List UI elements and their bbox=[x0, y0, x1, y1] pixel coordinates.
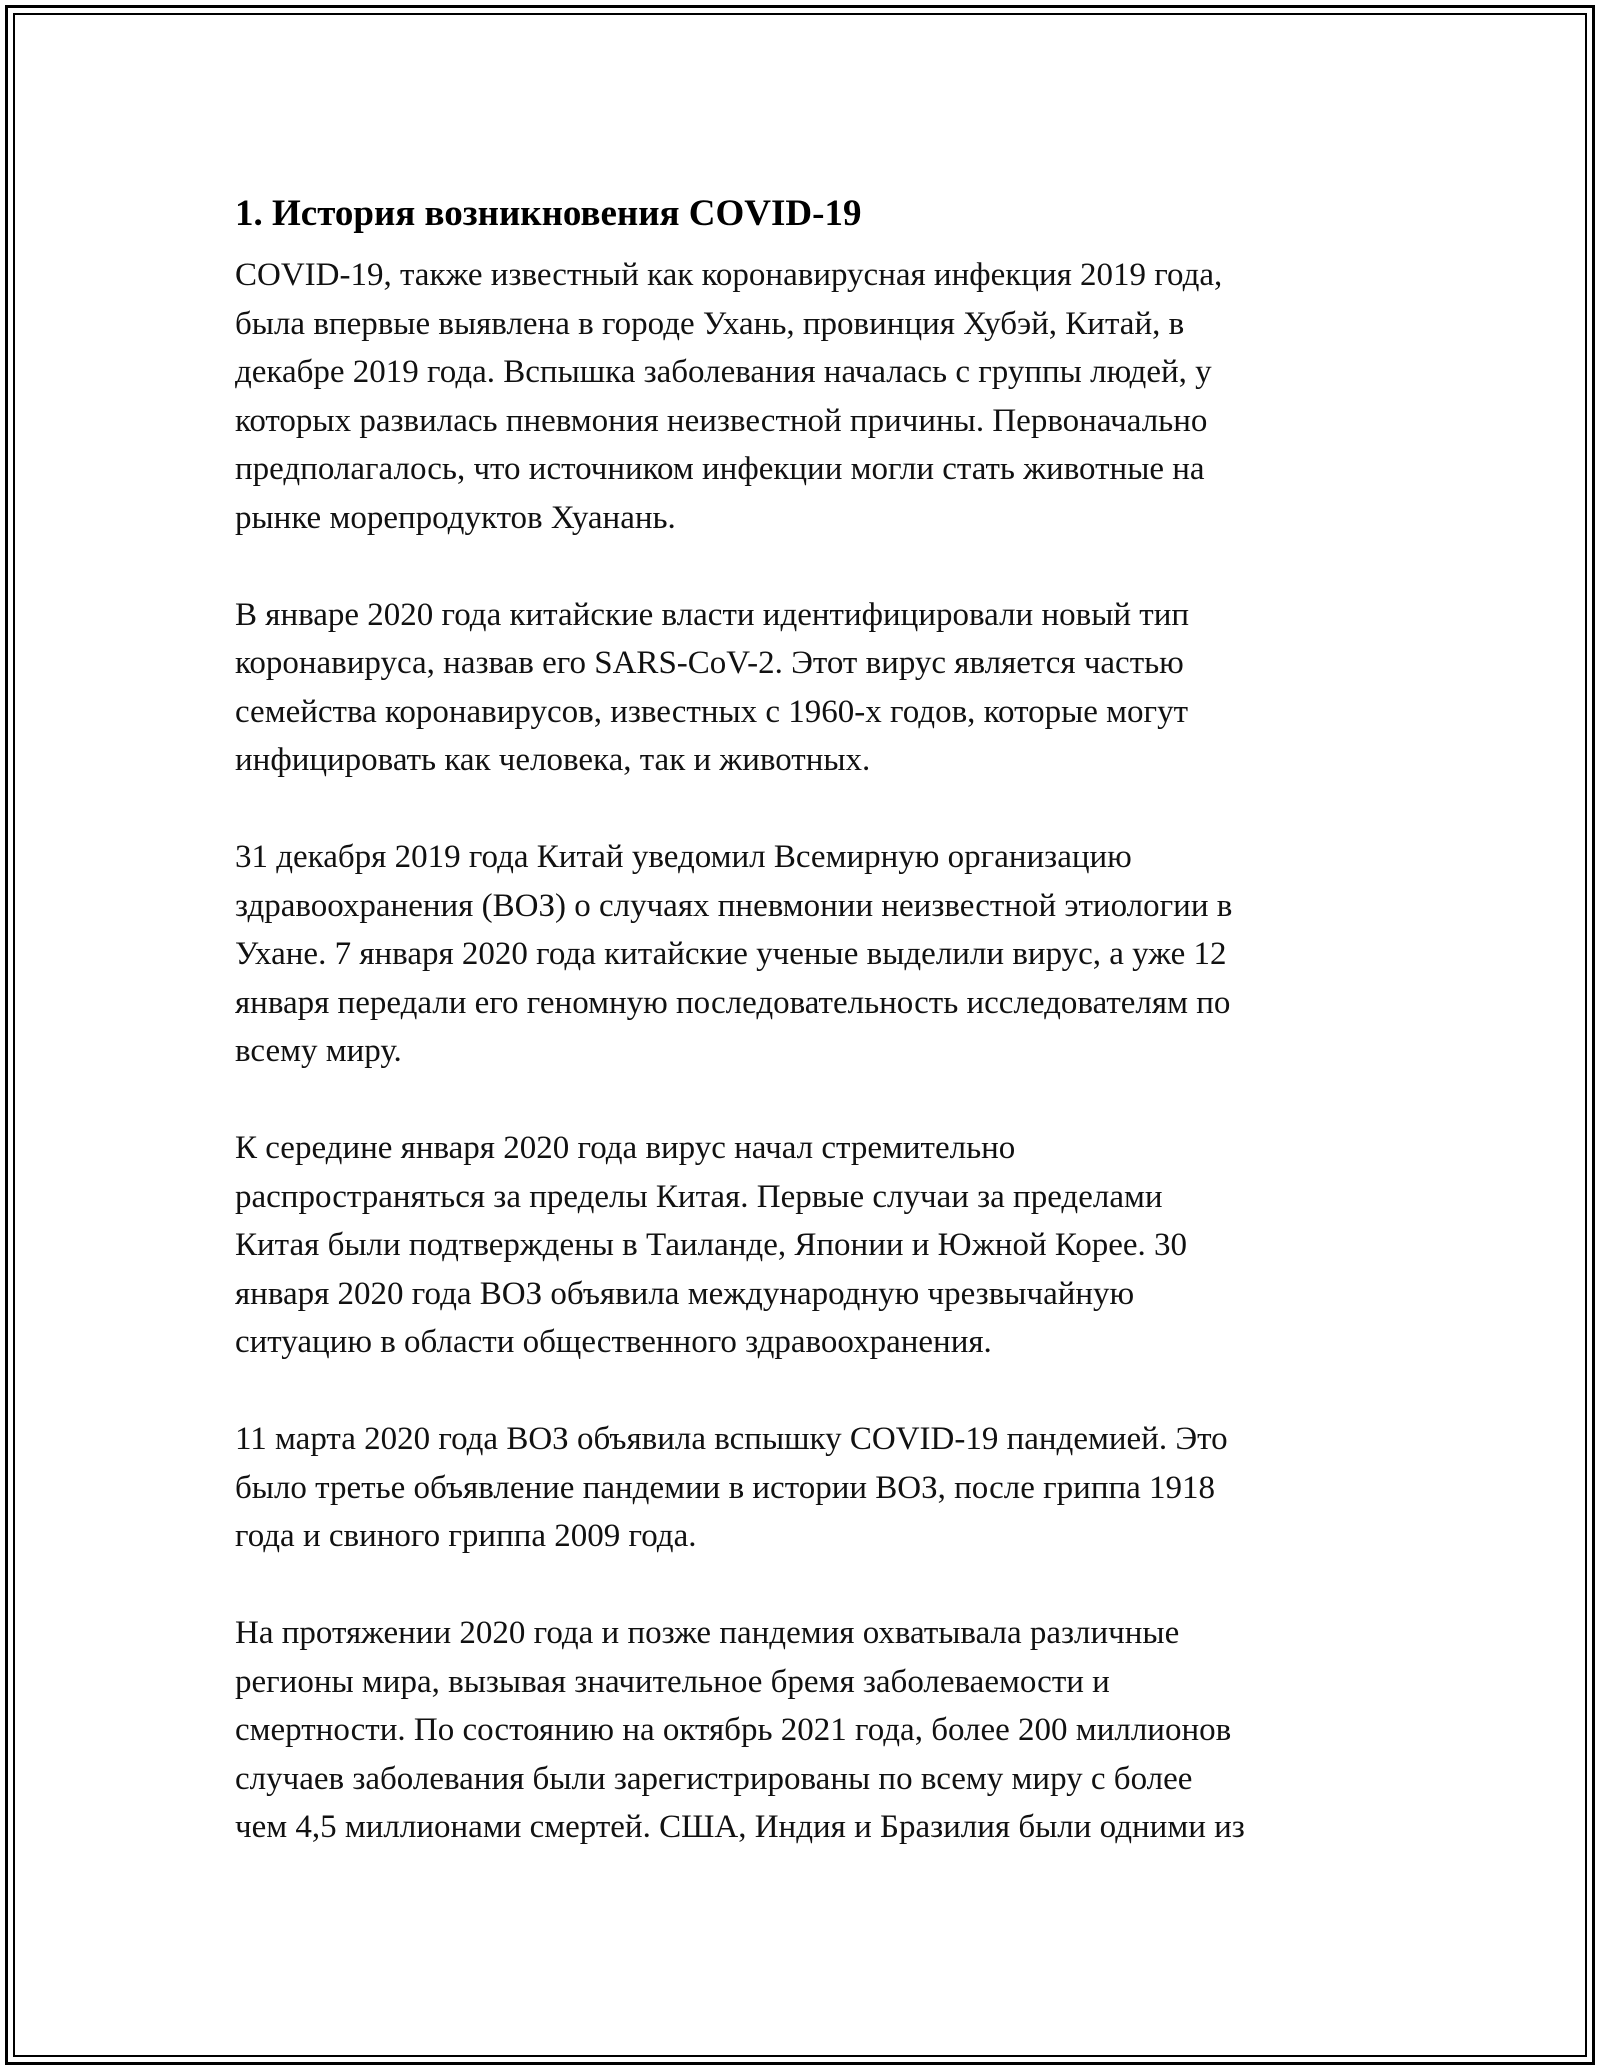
paragraph-identification bbox=[235, 591, 1365, 785]
paragraph-who-notification bbox=[235, 833, 1365, 1076]
text-line: января 2020 года ВОЗ объявила международную чрезвычайную bbox=[235, 1275, 1135, 1312]
text-line: 31 декабря 2019 года Китай уведомил Всемирную организацию bbox=[235, 839, 1132, 875]
text-line: смертности. По состоянию на октябрь 2021 года, более 200 миллионов bbox=[235, 1712, 1232, 1748]
text-line: семейства коронавирусов, известных с 1960-х годов, которые могут bbox=[235, 693, 1188, 730]
text-line: На протяжении 2020 года и позже пандемия охватывала различные bbox=[235, 1615, 1180, 1651]
text-line: случаев заболевания были зарегистрированы по всему миру с более bbox=[235, 1760, 1193, 1797]
text-line: Ухане. 7 января 2020 года китайские ученые выделили вирус, а уже 12 bbox=[235, 936, 1227, 972]
text-line: года и свиного гриппа 2009 года. bbox=[235, 1518, 697, 1554]
text-line: В январе 2020 года китайские власти идентифицировали новый тип bbox=[235, 596, 1190, 633]
document-body bbox=[235, 185, 1365, 1900]
text-line: регионы мира, вызывая значительное бремя заболеваемости и bbox=[235, 1663, 1110, 1700]
text-line: здравоохранения (ВОЗ) о случаях пневмонии неизвестной этиологии в bbox=[235, 887, 1233, 924]
text-line: предполагалось, что источником инфекции могли стать животные на bbox=[235, 451, 1205, 487]
text-line: рынке морепродуктов Хуанань. bbox=[235, 499, 676, 536]
text-line: января передали его геномную последовательность исследователям по bbox=[235, 984, 1231, 1021]
text-line: коронавируса, назвав его SARS-CoV-2. Этот вирус является частью bbox=[235, 645, 1184, 681]
text-line: распространяться за пределы Китая. Первые случаи за пределами bbox=[235, 1178, 1163, 1215]
text-line: ситуацию в области общественного здравоохранения. bbox=[235, 1324, 992, 1360]
text-line: Китая были подтверждены в Таиланде, Японии и Южной Корее. 30 bbox=[235, 1227, 1188, 1263]
text-line: чем 4,5 миллионами смертей. США, Индия и Бразилия были одними из bbox=[235, 1809, 1245, 1845]
text-line: К середине января 2020 года вирус начал стремительно bbox=[235, 1130, 1016, 1166]
text-line: декабре 2019 года. Вспышка заболевания началась с группы людей, у bbox=[235, 354, 1212, 390]
text-line: инфицировать как человека, так и животных. bbox=[235, 742, 871, 778]
text-line: 11 марта 2020 года ВОЗ объявила вспышку COVID-19 пандемией. Это bbox=[235, 1421, 1228, 1457]
text-line: COVID-19, также известный как коронавирусная инфекция 2019 года, bbox=[235, 257, 1223, 293]
paragraph-pandemic-declaration bbox=[235, 1415, 1365, 1561]
text-line: которых развилась пневмония неизвестной причины. Первоначально bbox=[235, 402, 1208, 439]
paragraph-origin bbox=[235, 251, 1365, 542]
paragraph-global-impact bbox=[235, 1609, 1365, 1852]
text-line: была впервые выявлена в городе Ухань, провинция Хубэй, Китай, в bbox=[235, 305, 1185, 342]
paragraph-spread bbox=[235, 1124, 1365, 1367]
section-heading: 1. История возникновения COVID-19 bbox=[235, 193, 862, 234]
text-line: всему миру. bbox=[235, 1033, 402, 1069]
text-line: было третье объявление пандемии в истории ВОЗ, после гриппа 1918 bbox=[235, 1469, 1216, 1506]
